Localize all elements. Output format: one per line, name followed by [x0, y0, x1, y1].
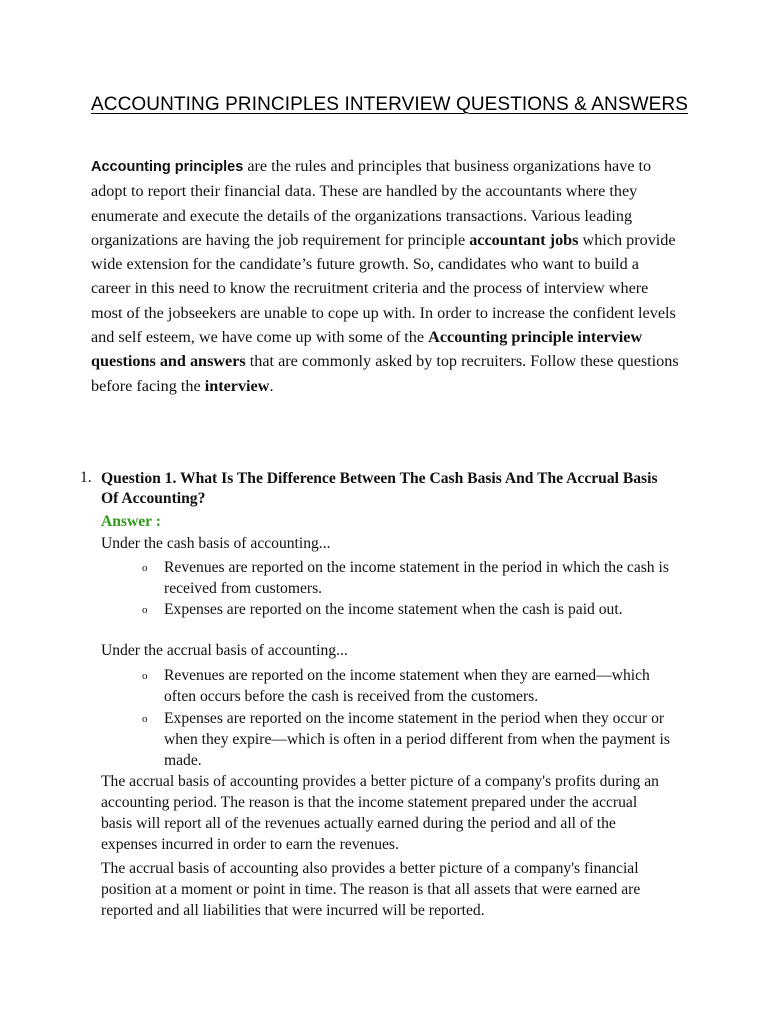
- question-number: 1.: [80, 469, 92, 486]
- bullet-marker: o: [142, 713, 148, 725]
- bullet-marker: o: [142, 670, 148, 682]
- accrual-bullet-2: Expenses are reported on the income statement in the period when they occur or when they expire—which is often in a period different from when the payment is made.: [164, 710, 670, 769]
- cash-basis-heading: Under the cash basis of accounting...: [101, 535, 331, 552]
- question-title: Question 1. What Is The Difference Between The Cash Basis And The Accrual Basis Of Accounting?: [101, 470, 658, 507]
- intro-bold-accountant-jobs: accountant jobs: [469, 230, 579, 249]
- intro-text-4: .: [269, 376, 274, 395]
- cash-bullet-1: Revenues are reported on the income statement in the period in which the cash is received from customers.: [164, 559, 669, 597]
- intro-text-1: are the rules and principles that business organizations have to adopt to report their financial data. These are handled by the accountants where they enumerate and execute the details of the organizations transactions. Various leading organizations are having the job requirement for principle: [91, 157, 652, 249]
- bullet-marker: o: [142, 604, 148, 616]
- accrual-paragraph-1: The accrual basis of accounting provides a better picture of a company's profits during an accounting period. The reason is that the income statement prepared under the accrual basis will report all of the revenues actually earned during the period and all of the expenses incurred in order to earn the revenues.: [101, 773, 659, 853]
- answer-label: Answer :: [101, 513, 161, 530]
- intro-bold-questions: Accounting principle interview questions and answers: [91, 328, 643, 371]
- cash-bullet-2: Expenses are reported on the income statement when the cash is paid out.: [164, 601, 623, 618]
- intro-text-2: which provide wide extension for the candidate’s future growth. So, candidates who want to build a career in this need to know the recruitment criteria and the process of interview where most of the jobseekers are unable to cope up with. In order to increase the confident levels and self esteem, we have come up with some of the: [91, 230, 676, 347]
- accrual-bullet-1: Revenues are reported on the income statement when they are earned—which often occurs before the cash is received from the customers.: [164, 667, 650, 705]
- intro-paragraph: [91, 154, 681, 398]
- bullet-marker: o: [142, 562, 148, 574]
- document-title: ACCOUNTING PRINCIPLES INTERVIEW QUESTIONS & ANSWERS: [91, 94, 689, 115]
- accrual-paragraph-2: The accrual basis of accounting also provides a better picture of a company's financial position at a moment or point in time. The reason is that all assets that were earned are reported and all liabilities that were incurred will be reported.: [101, 860, 641, 919]
- intro-lead: Accounting principles: [91, 159, 244, 175]
- intro-bold-interview: interview: [204, 376, 270, 395]
- accrual-basis-heading: Under the accrual basis of accounting...: [101, 642, 348, 659]
- intro-text-3: that are commonly asked by top recruiters. Follow these questions before facing the: [91, 352, 679, 395]
